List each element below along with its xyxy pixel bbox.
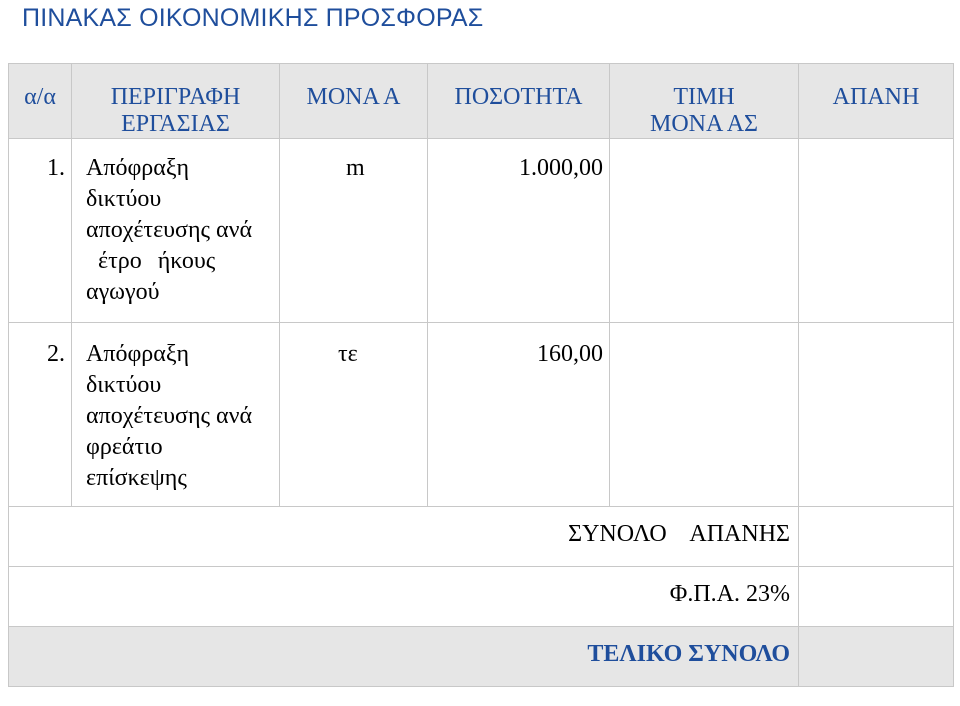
row-unit: m	[280, 139, 428, 323]
row-quantity: 160,00	[428, 323, 610, 507]
vat-label: Φ.Π.Α. 23%	[9, 567, 799, 627]
table-row	[9, 323, 954, 507]
offer-table	[8, 63, 954, 687]
vat-row	[9, 567, 954, 627]
row-number: 1.	[9, 139, 72, 323]
total-row	[9, 627, 954, 687]
row-cost	[799, 139, 954, 323]
row-description: Απόφραξη δικτύου αποχέτευσης ανά φρεάτιο επίσκεψης	[72, 323, 280, 507]
header-unit-price: ΤΙΜΗ ΜΟΝΑ ΑΣ	[610, 64, 799, 139]
row-description: Απόφραξη δικτύου αποχέτευσης ανά έτρο ήκους αγωγού	[72, 139, 280, 323]
header-description: ΠΕΡΙΓΡΑΦΗ ΕΡΓΑΣΙΑΣ	[72, 64, 280, 139]
subtotal-label: ΣΥΝΟΛΟ ΑΠΑΝΗΣ	[9, 507, 799, 567]
total-value	[799, 627, 954, 687]
table-row	[9, 139, 954, 323]
header-cost: ΑΠΑΝΗ	[799, 64, 954, 139]
header-unit: ΜΟΝΑ Α	[280, 64, 428, 139]
total-label: ΤΕΛΙΚΟ ΣΥΝΟΛΟ	[9, 627, 799, 687]
page-title: ΠΙΝΑΚΑΣ ΟΙΚΟΝΟΜΙΚΗΣ ΠΡΟΣΦΟΡΑΣ	[22, 4, 484, 32]
vat-value	[799, 567, 954, 627]
subtotal-row	[9, 507, 954, 567]
subtotal-value	[799, 507, 954, 567]
row-number: 2.	[9, 323, 72, 507]
header-aa: α/α	[9, 64, 72, 139]
header-quantity: ΠΟΣΟΤΗΤΑ	[428, 64, 610, 139]
row-unit: τε	[280, 323, 428, 507]
row-cost	[799, 323, 954, 507]
row-quantity: 1.000,00	[428, 139, 610, 323]
row-unit-price	[610, 139, 799, 323]
table-header-row	[9, 64, 954, 139]
row-unit-price	[610, 323, 799, 507]
